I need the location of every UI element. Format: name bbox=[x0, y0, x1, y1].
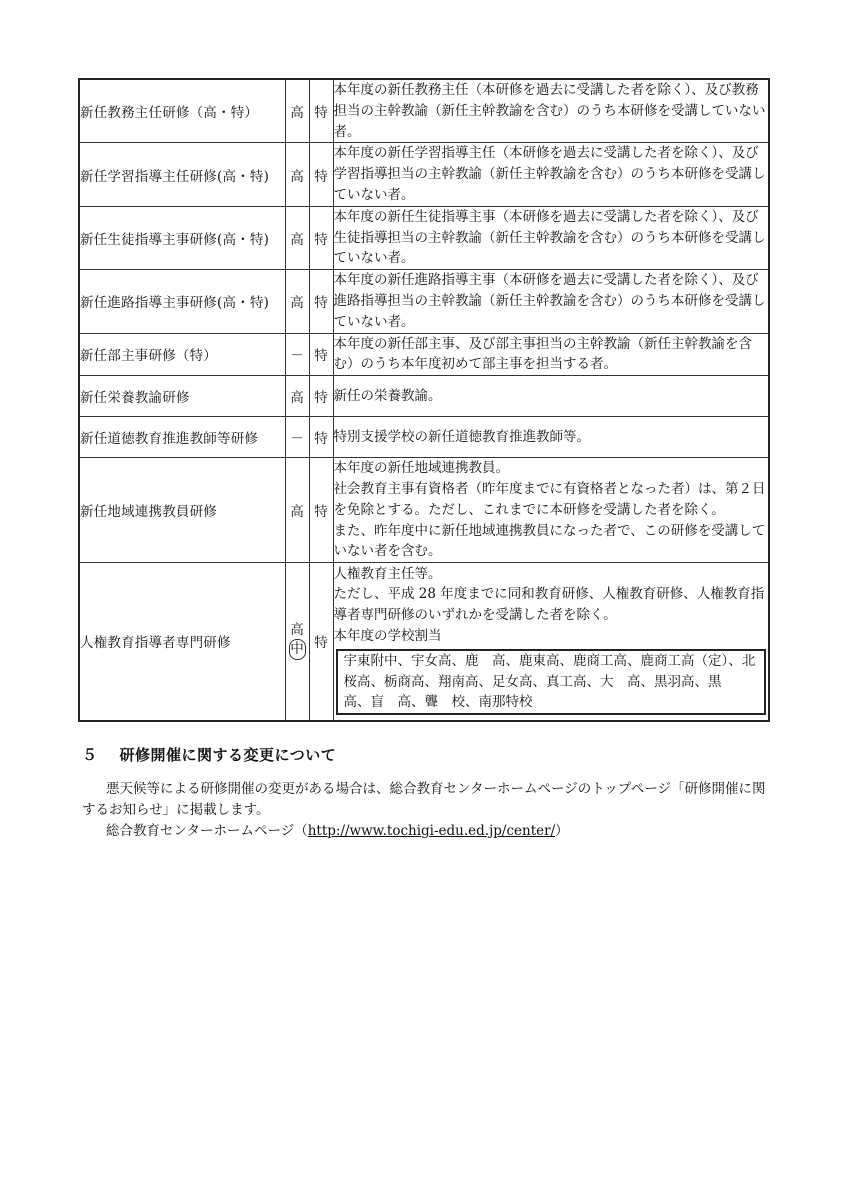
description-line: また、昨年度中に新任地域連携教員になった者で、この研修を受講していない者を含む。 bbox=[333, 522, 766, 560]
high-school-mark: 高 bbox=[285, 458, 309, 563]
notice-paragraph: 悪天候等による研修開催の変更がある場合は、総合教育センターホームページのトップページ「研修開催に関するお知らせ」に掲載します。 bbox=[82, 781, 766, 818]
table-row bbox=[79, 79, 769, 143]
description-line: 本年度の学校割当 bbox=[333, 627, 442, 644]
description-line: 社会教育主事有資格者（昨年度までに有資格者となった者）は、第２日を免除とする。ただし、これまでに本研修を受講した者を除く。 bbox=[333, 480, 766, 518]
high-school-mark: 高 bbox=[285, 79, 309, 143]
special-school-mark: 特 bbox=[309, 270, 333, 333]
description-line: 本年度の新任教務主任（本研修を過去に受講した者を除く）、及び教務担当の主幹教諭（新任主幹教諭を含む）のうち本研修を受講していない者。 bbox=[333, 82, 766, 140]
target-description bbox=[333, 79, 769, 143]
training-name: 新任道徳教育推進教師等研修 bbox=[79, 417, 285, 458]
table-row bbox=[79, 458, 769, 563]
high-school-mark: 高 bbox=[285, 270, 309, 333]
section-heading bbox=[82, 744, 772, 765]
training-table bbox=[78, 78, 770, 722]
description-line: 人権教育主任等。 bbox=[333, 565, 442, 582]
homepage-line: 総合教育センターホームページ（http://www.tochigi-edu.ed.jp/center/） bbox=[106, 823, 569, 839]
middle-school-char: 中 bbox=[289, 639, 306, 659]
table-row bbox=[79, 376, 769, 417]
high-school-char: 高 bbox=[290, 622, 304, 639]
target-description bbox=[333, 143, 769, 206]
high-school-mark: 高 bbox=[285, 143, 309, 206]
table-row bbox=[79, 417, 769, 458]
high-school-mark: － bbox=[285, 417, 309, 458]
school-allocation-box: 宇東附中、宇女高、鹿 高、鹿東高、鹿商工高、鹿商工高（定）、北桜高、栃商高、翔南高、足女高、真工高、大 高、黒羽高、黒 高、盲 高、聾 校、南那特校 bbox=[336, 649, 767, 715]
school-level-vertical bbox=[289, 623, 306, 659]
table-row bbox=[79, 143, 769, 206]
training-name: 新任栄養教諭研修 bbox=[79, 376, 285, 417]
target-description bbox=[333, 458, 769, 563]
special-school-mark: 特 bbox=[309, 333, 333, 376]
table-row bbox=[79, 333, 769, 376]
section-number: ５ bbox=[82, 746, 98, 764]
training-name: 新任進路指導主事研修(高・特) bbox=[79, 270, 285, 333]
section-title: 研修開催に関する変更について bbox=[119, 746, 337, 764]
table-row bbox=[79, 270, 769, 333]
training-name: 新任地域連携教員研修 bbox=[79, 458, 285, 563]
description-line: 本年度の新任地域連携教員。 bbox=[333, 460, 509, 477]
target-description bbox=[333, 333, 769, 376]
homepage-link[interactable]: http://www.tochigi-edu.ed.jp/center/ bbox=[307, 823, 556, 839]
training-name: 新任教務主任研修（高・特） bbox=[79, 79, 285, 143]
homepage-label: 総合教育センターホームページ bbox=[106, 823, 295, 839]
training-name: 新任部主事研修（特） bbox=[79, 333, 285, 376]
special-school-mark: 特 bbox=[309, 458, 333, 563]
target-description bbox=[333, 376, 769, 417]
description-line: ただし、平成 28 年度までに同和教育研修、人権教育研修、人権教育指導者専門研修のいずれかを受講した者を除く。 bbox=[333, 586, 765, 624]
target-description bbox=[333, 206, 769, 269]
special-school-mark: 特 bbox=[309, 206, 333, 269]
target-description bbox=[333, 563, 769, 721]
training-name: 新任生徒指導主事研修(高・特) bbox=[79, 206, 285, 269]
table-row bbox=[79, 563, 769, 721]
special-school-mark: 特 bbox=[309, 417, 333, 458]
high-school-mark: 高 bbox=[285, 206, 309, 269]
special-school-mark: 特 bbox=[309, 143, 333, 206]
special-school-mark: 特 bbox=[309, 376, 333, 417]
high-school-mark bbox=[285, 563, 309, 721]
target-description bbox=[333, 270, 769, 333]
high-school-mark: － bbox=[285, 333, 309, 376]
table-row bbox=[79, 206, 769, 269]
description-line: 新任の栄養教諭。 bbox=[333, 387, 442, 404]
description-line: 本年度の新任学習指導主任（本研修を過去に受講した者を除く）、及び学習指導担当の主幹教諭（新任主幹教諭を含む）のうち本研修を受講していない者。 bbox=[333, 145, 766, 203]
high-school-mark: 高 bbox=[285, 376, 309, 417]
section-body bbox=[82, 779, 772, 842]
training-name: 人権教育指導者専門研修 bbox=[79, 563, 285, 721]
training-name: 新任学習指導主任研修(高・特) bbox=[79, 143, 285, 206]
description-line: 特別支援学校の新任道徳教育推進教師等。 bbox=[333, 428, 590, 445]
section-5 bbox=[82, 744, 772, 842]
description-line: 本年度の新任進路指導主事（本研修を過去に受講した者を除く）、及び進路指導担当の主幹教諭（新任主幹教諭を含む）のうち本研修を受講していない者。 bbox=[333, 272, 766, 330]
target-description bbox=[333, 417, 769, 458]
special-school-mark: 特 bbox=[309, 563, 333, 721]
description-line: 本年度の新任生徒指導主事（本研修を過去に受講した者を除く）、及び生徒指導担当の主幹教諭（新任主幹教諭を含む）のうち本研修を受講していない者。 bbox=[333, 208, 766, 267]
training-table-body bbox=[79, 79, 769, 721]
description-line: 本年度の新任部主事、及び部主事担当の主幹教諭（新任主幹教諭を含む）のうち本年度初めて部主事を担当する者。 bbox=[333, 335, 752, 373]
special-school-mark: 特 bbox=[309, 79, 333, 143]
